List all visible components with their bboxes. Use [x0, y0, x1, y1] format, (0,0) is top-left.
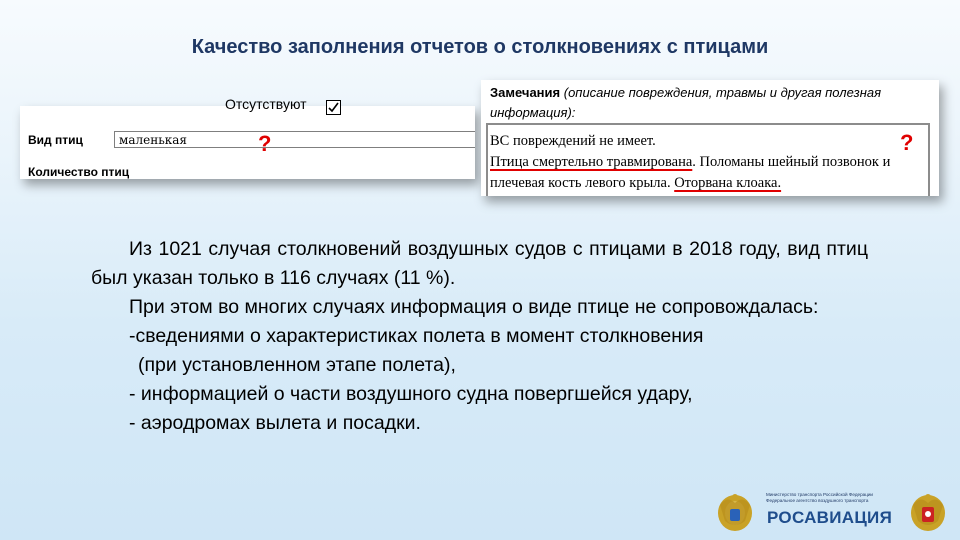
paragraph-missing-info: При этом во многих случаях информация о виде птице не сопровождалась: [129, 296, 819, 318]
remarks-line-2-rest: . Поломаны шейный позвонок и плечевая кость левого крыла. [490, 154, 891, 191]
slide-title: Качество заполнения отчетов о столкновениях с птицами [191, 36, 769, 58]
emblem-icon [715, 491, 755, 533]
remarks-line-1: ВС повреждений не имеет. [490, 133, 656, 149]
remarks-label: Замечания [490, 85, 561, 100]
form-excerpt-remarks [481, 80, 939, 196]
ministry-line-2: Федеральное агентство воздушного транспорта [766, 498, 869, 503]
brand-name: РОСАВИАЦИЯ [767, 508, 893, 527]
absent-checkbox [326, 100, 341, 115]
ministry-line-1: Министерство транспорта Российской Федерации [766, 492, 873, 497]
bird-type-field: маленькая [114, 131, 475, 148]
form-excerpt-bird-type [20, 96, 475, 179]
list-item-flight-stage: (при установленном этапе полета), [138, 354, 456, 376]
remarks-hint: (описание повреждения, травмы и другая полезная информация): [490, 85, 882, 120]
remarks-text [490, 131, 920, 194]
bird-count-label: Количество птиц [28, 165, 130, 179]
rosaviatsia-logo [712, 488, 952, 536]
underlined-phrase-1: Птица смертельно травмирована [490, 154, 693, 170]
bird-type-label: Вид птиц [28, 133, 83, 147]
underlined-phrase-2: Оторвана клоака. [674, 175, 782, 191]
list-item-aerodromes: - аэродромах вылета и посадки. [129, 412, 421, 434]
remarks-line-2 [490, 152, 920, 194]
ministry-caption [766, 492, 916, 504]
question-mark-right: ? [900, 130, 914, 155]
remarks-header [490, 83, 920, 123]
list-item-flight-characteristics: -сведениями о характеристиках полета в момент столкновения [129, 325, 704, 347]
coat-of-arms-icon [908, 491, 948, 533]
body-text [91, 235, 868, 438]
paragraph-stats: Из 1021 случая столкновений воздушных судов с птицами в 2018 году, вид птиц был указан только в 116 случаях (11 %). [91, 238, 868, 289]
absent-label: Отсутствуют [225, 96, 307, 112]
question-mark-left: ? [258, 131, 272, 156]
check-icon [327, 101, 340, 114]
list-item-aircraft-part: - информацией о части воздушного судна повергшейся удару, [129, 383, 693, 405]
